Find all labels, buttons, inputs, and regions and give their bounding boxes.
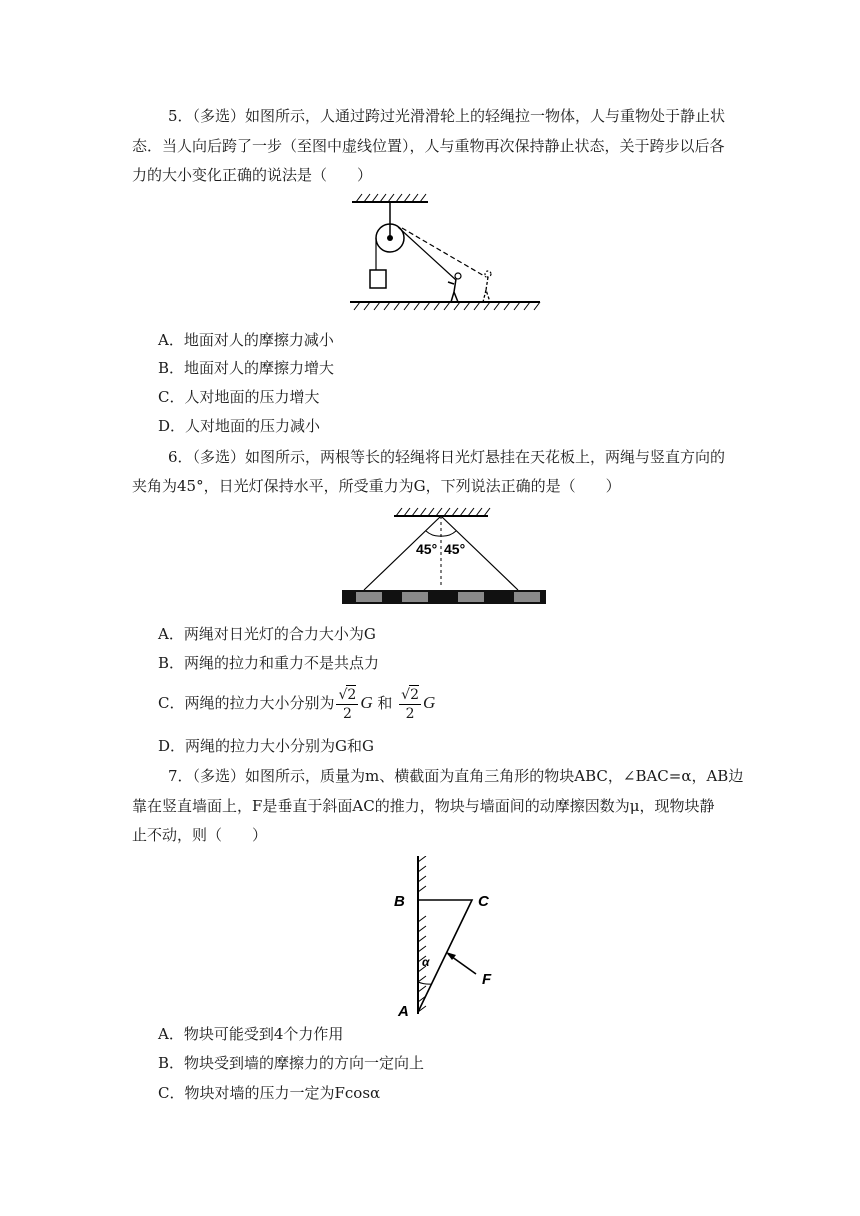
q7-label-F: F bbox=[482, 971, 492, 988]
q6-option-c-prefix: C．两绳的拉力大小分别为 bbox=[158, 694, 335, 712]
q6-option-b: B．两绳的拉力和重力不是共点力 bbox=[158, 654, 380, 672]
q7-label-A: A bbox=[398, 1003, 409, 1016]
q7-option-b: B．物块受到墙的摩擦力的方向一定向上 bbox=[158, 1054, 425, 1072]
q7-option-a: A．物块可能受到4个力作用 bbox=[158, 1025, 344, 1043]
q6-option-c-join: 和 bbox=[372, 694, 398, 712]
q5-option-a: A．地面对人的摩擦力减小 bbox=[158, 331, 334, 349]
q7-wedge-figure bbox=[388, 856, 508, 1016]
q5-stem-line-2: 态．当人向后跨了一步（至图中虚线位置），人与重物再次保持静止状态，关于跨步以后各 bbox=[132, 137, 725, 155]
q7-stem-line-1: 7．（多选）如图所示，质量为m、横截面为直角三角形的物块ABC，∠BAC=α，AB边 bbox=[168, 767, 744, 785]
q7-label-C: C bbox=[478, 893, 489, 910]
q6-stem-line-1: 6．（多选）如图所示，两根等长的轻绳将日光灯悬挂在天花板上，两绳与竖直方向的 bbox=[168, 448, 726, 466]
q6-option-c-fraction-2: $\frac{√2}{2}$ bbox=[401, 687, 419, 722]
q7-label-alpha: α bbox=[422, 955, 430, 969]
q6-stem-line-2: 夹角为45°，日光灯保持水平，所受重力为G，下列说法正确的是（ ） bbox=[132, 477, 621, 495]
q6-left-angle-label: 45° bbox=[416, 541, 438, 557]
q6-right-angle-label: 45° bbox=[444, 541, 466, 557]
q5-option-c: C．人对地面的压力增大 bbox=[158, 388, 320, 406]
q5-stem-line-1: 5．（多选）如图所示，人通过跨过光滑滑轮上的轻绳拉一物体，人与重物处于静止状 bbox=[168, 107, 726, 125]
q6-option-d: D．两绳的拉力大小分别为G和G bbox=[158, 737, 374, 755]
q5-stem-line-3: 力的大小变化正确的说法是（ ） bbox=[132, 166, 373, 184]
q7-stem-line-2: 靠在竖直墙面上，F是垂直于斜面AC的推力，物块与墙面间的动摩擦因数为μ，现物块静 bbox=[132, 797, 715, 815]
q7-option-c: C．物块对墙的压力一定为Fcosα bbox=[158, 1084, 381, 1102]
q7-stem-line-3: 止不动，则（ ） bbox=[132, 826, 268, 844]
q6-option-c: C．两绳的拉力大小分别为 $\frac{√2}{2}$ G 和 $\frac{√2}{2}$ G bbox=[158, 687, 436, 722]
q5-option-b: B．地面对人的摩擦力增大 bbox=[158, 359, 335, 377]
q6-option-a: A．两绳对日光灯的合力大小为G bbox=[158, 625, 376, 643]
q6-lamp-figure bbox=[338, 504, 550, 608]
q5-option-d: D．人对地面的压力减小 bbox=[158, 417, 321, 435]
q6-option-c-fraction-1: $\frac{√2}{2}$ bbox=[338, 687, 357, 722]
q7-label-B: B bbox=[394, 893, 405, 910]
q5-pulley-figure bbox=[348, 192, 544, 314]
